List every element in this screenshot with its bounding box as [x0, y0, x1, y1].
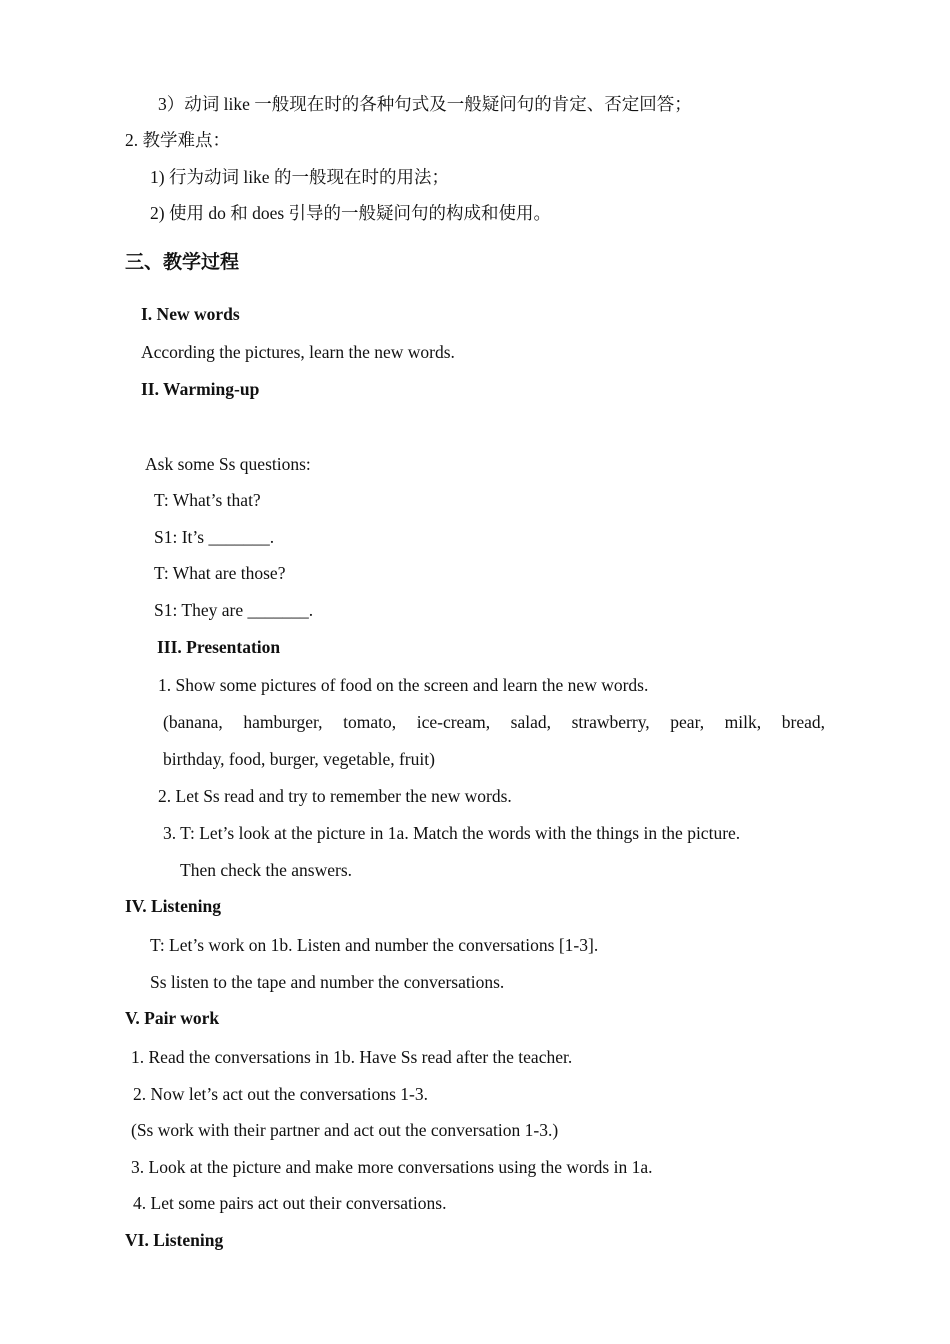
presentation-word-list-2: birthday, food, burger, vegetable, fruit) — [163, 749, 435, 769]
dialogue-line-1: T: What’s that? — [154, 490, 261, 510]
difficult-point-1: 1) 行为动词 like 的一般现在时的用法； — [150, 167, 449, 187]
presentation-item-2: 2. Let Ss read and try to remember the new words. — [158, 786, 512, 806]
dialogue-line-4: S1: They are _______. — [154, 600, 314, 620]
key-point-3: 3）动词 like 一般现在时的各种句式及一般疑问句的肯定、否定回答； — [158, 94, 692, 114]
step-heading-new-words: I. New words — [141, 304, 240, 324]
pair-work-item-4: 4. Let some pairs act out their conversations. — [133, 1193, 447, 1213]
dialogue-line-2: S1: It’s _______. — [154, 527, 275, 547]
pair-work-item-2: 2. Now let’s act out the conversations 1-3. — [133, 1084, 429, 1104]
dialogue-line-3: T: What are those? — [154, 563, 286, 583]
presentation-item-3: 3. T: Let’s look at the picture in 1a. Match the words with the things in the picture. — [163, 823, 741, 843]
pair-work-item-1: 1. Read the conversations in 1b. Have Ss read after the teacher. — [131, 1047, 573, 1067]
pair-work-item-3: 3. Look at the picture and make more conversations using the words in 1a. — [131, 1157, 653, 1177]
new-words-text: According the pictures, learn the new words. — [141, 342, 455, 362]
difficult-point-2: 2) 使用 do 和 does 引导的一般疑问句的构成和使用。 — [150, 203, 552, 223]
step-heading-presentation: III. Presentation — [157, 637, 281, 657]
step-heading-listening: IV. Listening — [125, 896, 221, 916]
presentation-item-3-cont: Then check the answers. — [180, 860, 353, 880]
step-heading-pair-work: V. Pair work — [125, 1008, 220, 1028]
listening-line-2: Ss listen to the tape and number the conversations. — [150, 972, 505, 992]
warming-up-intro: Ask some Ss questions: — [145, 454, 311, 474]
presentation-word-list-1: (banana, hamburger, tomato, ice-cream, salad, strawberry, pear, milk, bread, — [163, 712, 825, 732]
presentation-item-1: 1. Show some pictures of food on the screen and learn the new words. — [158, 675, 649, 695]
step-heading-warming-up: II. Warming-up — [141, 379, 260, 399]
listening-line-1: T: Let’s work on 1b. Listen and number the conversations [1-3]. — [150, 935, 599, 955]
pair-work-note: (Ss work with their partner and act out the conversation 1-3.) — [131, 1120, 559, 1140]
step-heading-listening-2: VI. Listening — [125, 1230, 224, 1250]
section-heading-teaching-process: 三、教学过程 — [125, 252, 240, 273]
difficult-points-heading: 2. 教学难点： — [125, 130, 230, 150]
